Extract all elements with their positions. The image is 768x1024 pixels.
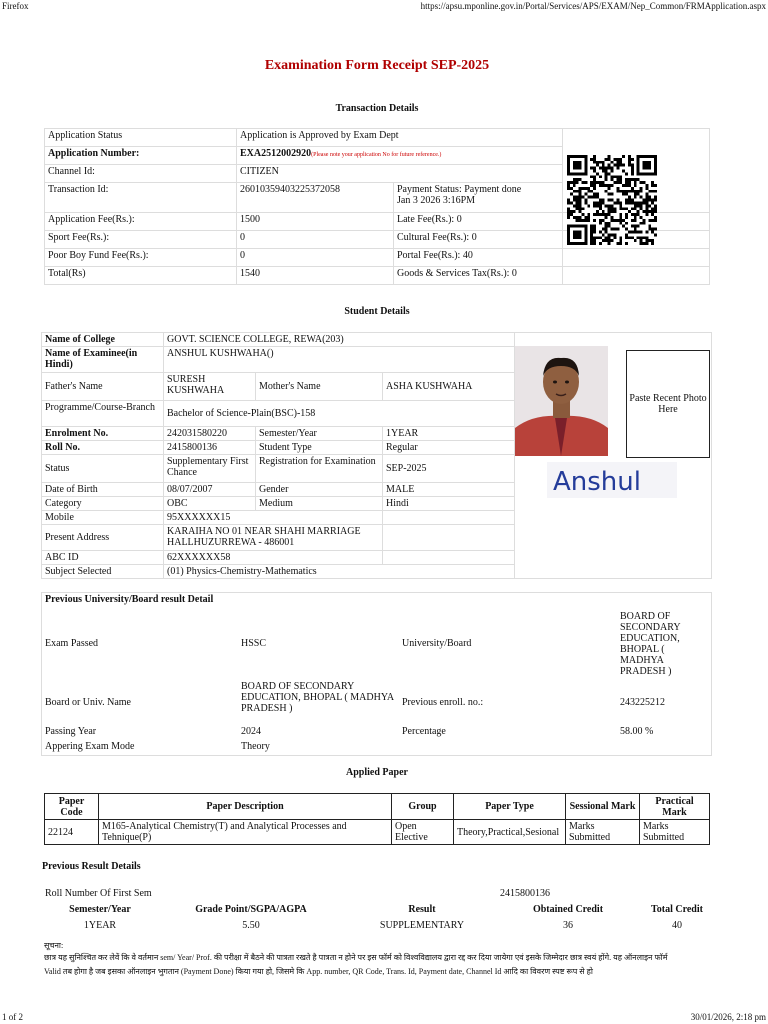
enrol-value: 242031580220 <box>164 427 256 441</box>
univ-value: BOARD OF SECONDARY EDUCATION, BHOPAL ( MADHYA PRADESH ) <box>620 610 681 677</box>
address-value: KARAIHA NO 01 NEAR SHAHI MARRIAGE HALLHUZURREWA - 486001 <box>164 525 383 551</box>
student-photo <box>515 346 608 456</box>
enrol-label: Enrolment No. <box>42 427 164 441</box>
student-table <box>41 332 712 579</box>
first-sem-roll-label: Roll Number Of First Sem <box>45 888 152 899</box>
abc-value: 62XXXXXX58 <box>164 551 383 565</box>
dob-value: 08/07/2007 <box>164 483 256 497</box>
result-col-3: Obtained Credit <box>532 904 604 915</box>
mother-label: Mother's Name <box>256 373 383 401</box>
page-number: 1 of 2 <box>2 1012 23 1022</box>
applied-col-1: Paper Description <box>99 794 392 820</box>
student-heading: Student Details <box>344 306 410 317</box>
signature-image <box>547 462 677 498</box>
payment-status: Payment Status: Payment done <box>397 184 522 195</box>
app-number-value: EXA2512002920 <box>240 148 312 159</box>
roll-label: Roll No. <box>42 441 164 455</box>
status-label: Status <box>42 455 164 483</box>
pct-value: 58.00 % <box>620 726 654 738</box>
poor-fee-value: 0 <box>237 249 394 267</box>
result-heading: Previous Result Details <box>42 861 141 872</box>
applied-col-2: Group <box>392 794 454 820</box>
year-label: Passing Year <box>45 726 97 738</box>
page-url[interactable]: https://apsu.mponline.gov.in/Portal/Services/APS/EXAM/Nep_Common/FRMApplication.aspx <box>420 1 766 11</box>
result-cell-result: SUPPLEMENTARY <box>379 920 465 931</box>
mobile-label: Mobile <box>42 511 164 525</box>
roll-value: 2415800136 <box>164 441 256 455</box>
late-fee: Late Fee(Rs.): 0 <box>394 213 563 231</box>
portal-fee: Portal Fee(Rs.): 40 <box>394 249 563 267</box>
programme-value: Bachelor of Science-Plain(BSC)-158 <box>164 401 515 427</box>
result-col-0: Semester/Year <box>69 904 131 915</box>
txn-value: 26010359403225372058 <box>237 183 394 213</box>
applied-heading: Applied Paper <box>346 767 408 778</box>
subject-label: Subject Selected <box>42 565 164 579</box>
address-label: Present Address <box>42 525 164 551</box>
stype-value: Regular <box>383 441 515 455</box>
qr-code-image <box>565 155 659 245</box>
examinee-label: Name of Examinee(in Hindi) <box>42 347 164 373</box>
print-header <box>0 0 768 14</box>
reg-label: Registration for Examination <box>256 455 383 483</box>
univ-label: University/Board <box>402 638 472 650</box>
paste-photo-text: Paste Recent Photo Here <box>629 393 707 415</box>
result-cell-obtained: 36 <box>563 920 573 931</box>
reg-value: SEP-2025 <box>383 455 515 483</box>
previous-detail-table <box>41 592 712 756</box>
txn-label: Transaction Id: <box>45 183 237 213</box>
applied-cell-code: 22124 <box>45 820 99 845</box>
applied-cell-sessional: Marks Submitted <box>566 820 640 845</box>
category-label: Category <box>42 497 164 511</box>
app-status-label: Application Status <box>45 129 237 147</box>
notice-line-1: छात्र यह सुनिश्चित कर लेवें कि वे वर्तमान sem/ Year/ Prof. की परीक्षा में बैठने की पात्रता रखते है पात्रता न होने पर इस फॉर्म को विश्वविद्यालय द्वारा रद्द कर दिया जायेगा एवं इसके जिम्मेदार छात्र स्वयं होंगे. यह ऑनलाइन फॉर्म <box>44 953 668 962</box>
print-datetime: 30/01/2026, 2:18 pm <box>690 1012 766 1022</box>
app-number-note: (Please note your application No for future reference.) <box>311 152 442 158</box>
result-table <box>42 887 718 935</box>
gender-label: Gender <box>256 483 383 497</box>
app-fee-value: 1500 <box>237 213 394 231</box>
page-title: Examination Form Receipt SEP-2025 <box>264 58 490 73</box>
app-number-label: Application Number: <box>45 147 237 165</box>
applied-col-3: Paper Type <box>454 794 566 820</box>
mobile-value: 95XXXXXX15 <box>164 511 383 525</box>
applied-cell-type: Theory,Practical,Sesional <box>454 820 566 845</box>
result-col-2: Result <box>408 904 436 915</box>
applied-cell-desc: M165-Analytical Chemistry(T) and Analytical Processes and Tehnique(P) <box>99 820 392 845</box>
paste-photo-box <box>626 350 710 458</box>
sport-fee-value: 0 <box>237 231 394 249</box>
applied-col-0: Paper Code <box>45 794 99 820</box>
cultural-fee: Cultural Fee(Rs.): 0 <box>394 231 563 249</box>
stype-label: Student Type <box>256 441 383 455</box>
channel-value: CITIZEN <box>237 165 563 183</box>
enroll-value: 243225212 <box>620 697 665 709</box>
father-label: Father's Name <box>42 373 164 401</box>
mother-value: ASHA KUSHWAHA <box>383 373 515 401</box>
print-footer <box>0 1010 768 1024</box>
total-label: Total(Rs) <box>45 267 237 285</box>
semester-label: Semester/Year <box>256 427 383 441</box>
exam-label: Exam Passed <box>45 638 99 650</box>
result-cell-total: 40 <box>672 920 682 931</box>
app-fee-label: Application Fee(Rs.): <box>45 213 237 231</box>
college-label: Name of College <box>42 333 164 347</box>
enroll-label: Previous enroll. no.: <box>402 697 484 709</box>
gst: Goods & Services Tax(Rs.): 0 <box>394 267 563 285</box>
total-value: 1540 <box>237 267 394 285</box>
applied-paper-table <box>44 793 710 845</box>
year-value: 2024 <box>241 726 261 738</box>
payment-date: Jan 3 2026 3:16PM <box>397 195 476 206</box>
father-value: SURESH KUSHWAHA <box>164 373 256 401</box>
result-cell-sem: 1YEAR <box>83 920 117 931</box>
app-status-value: Application is Approved by Exam Dept <box>237 129 563 147</box>
applied-cell-group: Open Elective <box>392 820 454 845</box>
first-sem-roll-value: 2415800136 <box>500 888 550 899</box>
pct-label: Percentage <box>402 726 446 738</box>
abc-label: ABC ID <box>42 551 164 565</box>
dob-label: Date of Birth <box>42 483 164 497</box>
exam-value: HSSC <box>241 638 267 650</box>
applied-cell-practical: Marks Submitted <box>640 820 710 845</box>
semester-value: 1YEAR <box>383 427 515 441</box>
notice-line-2: Valid तब होगा है जब इसका ऑनलाइन भुगतान (Payment Done) किया गया हो, जिसमे कि App. number, QR Code, Trans. Id, Payment date, Channel Id आदि का विवरण स्पष्ट रूप से हो <box>44 967 593 976</box>
category-value: OBC <box>164 497 256 511</box>
subject-value: (01) Physics-Chemistry-Mathematics <box>164 565 515 579</box>
college-value: GOVT. SCIENCE COLLEGE, REWA(203) <box>164 333 515 347</box>
applied-col-4: Sessional Mark <box>566 794 640 820</box>
status-value: Supplementary First Chance <box>164 455 256 483</box>
previous-heading: Previous University/Board result Detail <box>45 594 214 605</box>
programme-label: Programme/Course-Branch <box>42 401 164 427</box>
result-col-4: Total Credit <box>651 904 703 915</box>
transaction-heading: Transaction Details <box>335 103 419 114</box>
gender-value: MALE <box>383 483 515 497</box>
examinee-value: ANSHUL KUSHWAHA() <box>164 347 515 373</box>
mode-label: Appering Exam Mode <box>45 741 135 753</box>
result-col-1: Grade Point/SGPA/AGPA <box>195 904 307 915</box>
notice-label: सूचना: <box>44 941 64 950</box>
board-value: BOARD OF SECONDARY EDUCATION, BHOPAL ( MADHYA PRADESH ) <box>241 681 394 715</box>
medium-label: Medium <box>256 497 383 511</box>
channel-label: Channel Id: <box>45 165 237 183</box>
board-label: Board or Univ. Name <box>45 697 131 709</box>
result-cell-sgpa: 5.50 <box>242 920 260 931</box>
applied-col-5: Practical Mark <box>640 794 710 820</box>
medium-value: Hindi <box>383 497 515 511</box>
browser-name: Firefox <box>2 1 29 11</box>
signature-text: Anshul <box>553 467 641 497</box>
sport-fee-label: Sport Fee(Rs.): <box>45 231 237 249</box>
mode-value: Theory <box>241 741 270 753</box>
poor-fee-label: Poor Boy Fund Fee(Rs.): <box>45 249 237 267</box>
